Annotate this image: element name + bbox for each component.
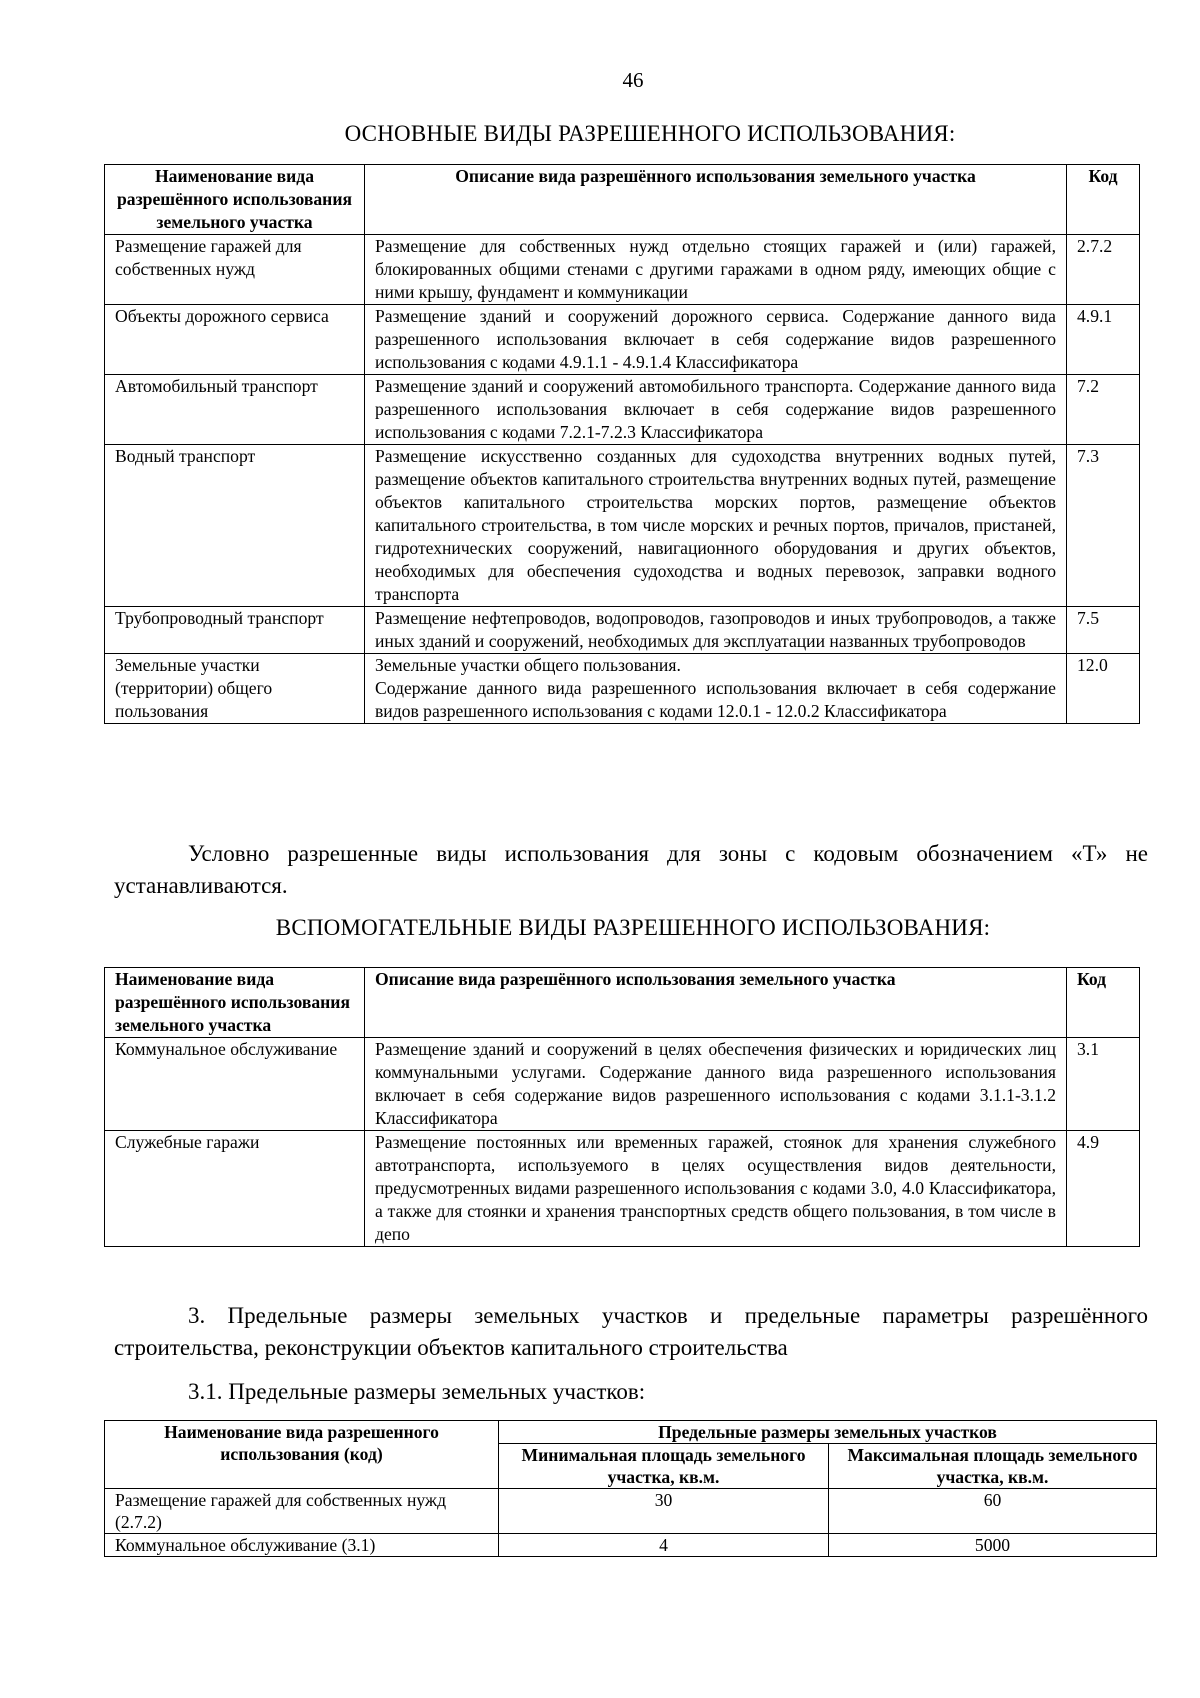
row-description: Размещение зданий и сооружений в целях обеспечения физических и юридических лиц коммунальными услугами. Содержание данного вида разрешенного использования включает в себя содержание видов разрешенного использования с кодами 3.1.1-3.1.2 Классификатора: [365, 1038, 1067, 1131]
row-description: Размещение для собственных нужд отдельно стоящих гаражей и (или) гаражей, блокированных общими стенами с другими гаражами в одном ряду, имеющих общие с ними крышу, фундамент и коммуникации: [365, 235, 1067, 305]
table-header-row: [105, 1421, 1157, 1444]
row-max-area: 5000: [829, 1534, 1157, 1557]
header-name: Наименование вида разрешённого использования земельного участка: [105, 968, 365, 1038]
table-row: [105, 607, 1140, 654]
aux-uses-table: [104, 967, 1140, 1247]
table-header-row: [105, 968, 1140, 1038]
table-row: [105, 654, 1140, 724]
aux-uses-heading: ВСПОМОГАТЕЛЬНЫЕ ВИДЫ РАЗРЕШЕННОГО ИСПОЛЬЗОВАНИЯ:: [275, 915, 991, 940]
header-name: Наименование вида разрешенного использования (код): [105, 1421, 499, 1489]
row-min-area: 4: [499, 1534, 829, 1557]
table-row: [105, 1038, 1140, 1131]
row-description: Размещение нефтепроводов, водопроводов, газопроводов и иных трубопроводов, а также иных зданий и сооружений, необходимых для эксплуатации названных трубопроводов: [365, 607, 1067, 654]
row-code: 4.9.1: [1067, 305, 1140, 375]
row-name: Служебные гаражи: [105, 1131, 365, 1247]
section-3-1-text: 3.1. Предельные размеры земельных участков:: [188, 1379, 646, 1404]
table-row: [105, 1534, 1157, 1557]
table-row: [105, 305, 1140, 375]
row-name: Размещение гаражей для собственных нужд (2.7.2): [105, 1489, 499, 1534]
table-row: [105, 375, 1140, 445]
row-description-line2: Содержание данного вида разрешенного использования включает в себя содержание видов разрешенного использования с кодами 12.0.1 - 12.0.2 Классификатора: [375, 678, 1056, 721]
page-number: 46: [622, 68, 644, 92]
row-description: Размещение зданий и сооружений автомобильного транспорта. Содержание данного вида разрешенного использования включает в себя содержание видов разрешенного использования с кодами 7.2.1-7.2.3 Классификатора: [365, 375, 1067, 445]
row-name: Трубопроводный транспорт: [105, 607, 365, 654]
main-uses-table: [104, 164, 1140, 724]
land-size-table: [104, 1420, 1157, 1557]
row-name: Водный транспорт: [105, 445, 365, 607]
row-name: Коммунальное обслуживание (3.1): [105, 1534, 499, 1557]
table-row: [105, 1131, 1140, 1247]
row-code: 12.0: [1067, 654, 1140, 724]
header-max-area: Максимальная площадь земельного участка, кв.м.: [829, 1444, 1157, 1489]
row-code: 3.1: [1067, 1038, 1140, 1131]
header-group: Предельные размеры земельных участков: [499, 1421, 1157, 1444]
row-name: Размещение гаражей для собственных нужд: [105, 235, 365, 305]
row-code: 7.3: [1067, 445, 1140, 607]
main-uses-heading: ОСНОВНЫЕ ВИДЫ РАЗРЕШЕННОГО ИСПОЛЬЗОВАНИЯ:: [344, 121, 956, 146]
header-description: Описание вида разрешённого использования земельного участка: [365, 165, 1067, 235]
row-description: Размещение искусственно созданных для судоходства внутренних водных путей, размещение объектов капитального строительства внутренних водных путей, размещение объектов капитального строительства морских портов, размещение объектов капитального строительства, в том числе морских и речных портов, причалов, пристаней, гидротехнических сооружений, навигационного оборудования и других объектов, необходимых для обеспечения судоходства и водных перевозок, заправки водного транспорта: [365, 445, 1067, 607]
table-row: [105, 445, 1140, 607]
row-code: 7.5: [1067, 607, 1140, 654]
table-row: [105, 1489, 1157, 1534]
conditional-uses-text: Условно разрешенные виды использования для зоны с кодовым обозначением «Т» не устанавливаются.: [114, 841, 1148, 898]
row-code: 7.2: [1067, 375, 1140, 445]
row-description: [365, 654, 1067, 724]
header-description: Описание вида разрешённого использования земельного участка: [365, 968, 1067, 1038]
row-description-line1: Земельные участки общего пользования.: [375, 655, 681, 675]
row-name: Автомобильный транспорт: [105, 375, 365, 445]
section-3-text: 3. Предельные размеры земельных участков и предельные параметры разрешённого строительства, реконструкции объектов капитального строительства: [114, 1303, 1148, 1360]
row-description: Размещение постоянных или временных гаражей, стоянок для хранения служебного автотранспорта, используемого в целях осуществления видов деятельности, предусмотренных видами разрешенного использования с кодами 3.0, 4.0 Классификатора, а также для стоянки и хранения транспортных средств общего пользования, в том числе в депо: [365, 1131, 1067, 1247]
header-min-area: Минимальная площадь земельного участка, кв.м.: [499, 1444, 829, 1489]
row-description: Размещение зданий и сооружений дорожного сервиса. Содержание данного вида разрешенного использования включает в себя содержание видов разрешенного использования с кодами 4.9.1.1 - 4.9.1.4 Классификатора: [365, 305, 1067, 375]
table-header-row: [105, 165, 1140, 235]
row-max-area: 60: [829, 1489, 1157, 1534]
header-code: Код: [1067, 165, 1140, 235]
header-code: Код: [1067, 968, 1140, 1038]
header-name: Наименование вида разрешённого использования земельного участка: [105, 165, 365, 235]
row-min-area: 30: [499, 1489, 829, 1534]
row-name: Объекты дорожного сервиса: [105, 305, 365, 375]
row-name: Земельные участки (территории) общего пользования: [105, 654, 365, 724]
table-row: [105, 235, 1140, 305]
row-code: 4.9: [1067, 1131, 1140, 1247]
row-code: 2.7.2: [1067, 235, 1140, 305]
row-name: Коммунальное обслуживание: [105, 1038, 365, 1131]
